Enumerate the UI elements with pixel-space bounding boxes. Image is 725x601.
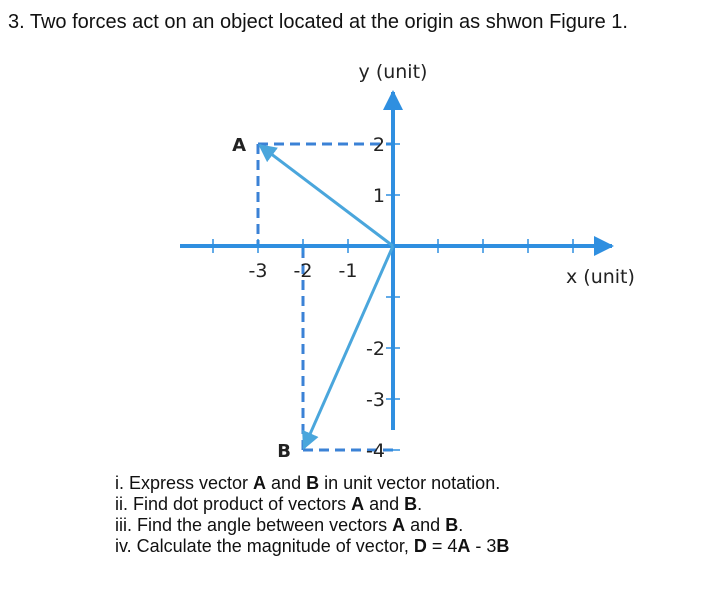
y-tick-label: -4 <box>366 440 385 462</box>
task-text: - 3 <box>470 536 497 556</box>
y-tick-label: 2 <box>372 134 385 156</box>
y-axis-label: y (unit) <box>358 61 428 83</box>
y-tick-label: 1 <box>372 185 385 207</box>
x-tick-label: -1 <box>338 260 358 282</box>
y-tick-label: -2 <box>366 338 385 360</box>
task-text: iii. Find the angle between vectors <box>115 515 393 535</box>
vector-b-label: B <box>277 441 291 462</box>
task-text: and <box>405 515 446 535</box>
task-list <box>115 473 509 557</box>
task-vector-name: A <box>392 515 406 535</box>
y-tick-label: -3 <box>366 389 385 411</box>
question-text: 3. Two forces act on an object located at the origin as shwon Figure 1. <box>8 11 628 33</box>
task-vector-name: D <box>413 536 427 556</box>
x-axis-label: x (unit) <box>566 266 635 288</box>
x-tick-label: -3 <box>248 260 268 282</box>
task-text: i. Express vector <box>115 473 254 493</box>
task-vector-name: A <box>457 536 471 556</box>
task-text: . <box>417 494 423 514</box>
task-vector-name: B <box>496 536 510 556</box>
task-text: ii. Find dot product of vectors <box>115 494 352 514</box>
vector-a-label: A <box>232 135 246 156</box>
task-text: = 4 <box>426 536 458 556</box>
task-text: and <box>266 473 307 493</box>
task-vector-name: B <box>306 473 320 493</box>
x-tick-label: -2 <box>293 260 313 282</box>
task-text: iv. Calculate the magnitude of vector, <box>115 536 414 556</box>
task-item <box>115 536 509 557</box>
task-vector-name: B <box>445 515 459 535</box>
task-item <box>115 515 509 536</box>
task-item <box>115 473 509 494</box>
task-text: . <box>458 515 464 535</box>
task-vector-name: B <box>404 494 418 514</box>
task-vector-name: A <box>351 494 365 514</box>
task-item <box>115 494 509 515</box>
task-text: and <box>364 494 405 514</box>
task-vector-name: A <box>253 473 267 493</box>
task-text: in unit vector notation. <box>319 473 501 493</box>
